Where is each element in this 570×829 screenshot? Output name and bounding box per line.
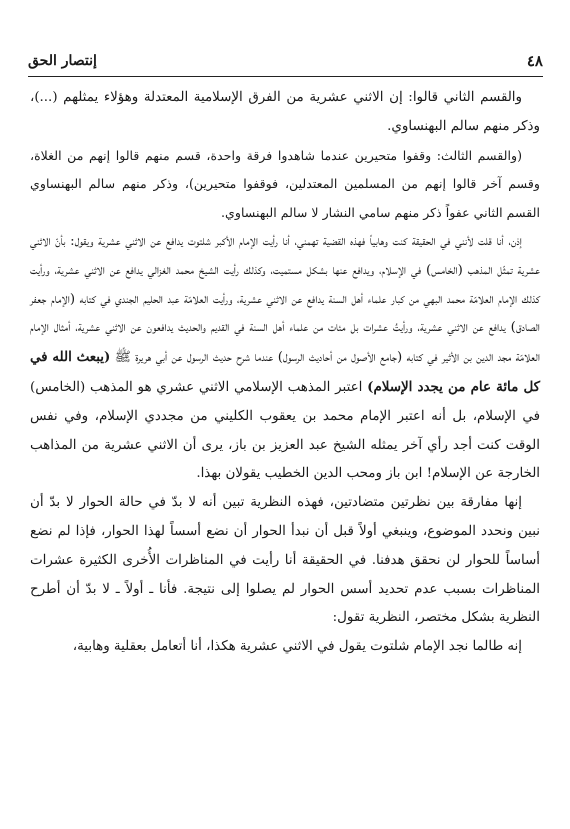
paragraph-3 (30, 228, 540, 489)
paragraph-5 (30, 633, 540, 662)
hadith-quote: (يبعث الله في كل مائة عام من يجدد الإسلام) (30, 349, 540, 395)
paragraph-text: إنها مفارقة بين نظرتين متضادتين، فهذه النظرية تبين أنه لا بدّ في حالة الحوار لا بدّ أن نبين ونحدد الموضوع، وينبغي أولاً قبل أن نبدأ الحوار أن نضع أسساً لهذا الحوار، فإذا لم نضع أساساً للحوار لن نحقق هدفنا. في الحقيقة أنا رأيت في المناظرات الأُخرى الكثيرة عشرات المناظرات بسبب عدم تحديد أسس الحوار لم يصلوا إلى نتيجة. فأنا ـ أولاً ـ لا بدّ أن أطرح النظرية بشكل مختصر، النظرية تقول: (30, 495, 540, 626)
paragraph-4 (30, 489, 540, 633)
header-rule (28, 76, 543, 77)
running-title: إنتصار الحق (28, 53, 97, 69)
page-body (30, 84, 540, 662)
page-header (28, 52, 543, 74)
paragraph-1 (30, 84, 540, 142)
paragraph-text: (والقسم الثالث: وقفوا متحيرين عندما شاهدوا فرقة واحدة، قسم منهم قالوا إنهم من الغلاة، وقسم آخر قالوا إنهم من المسلمين المعتدلين، فوقفوا متحيرين)، وذكر منهم سالم البهنساوي القسم الثاني عفواً ذكر منهم سامي النشار لا سالم البهنساوي. (30, 147, 540, 221)
paragraph-text: إذن، أنا قلت لأنني في الحقيقة كنت وهابياً فهذه القضية تهمني، أنا رأيت الإمام الأكبر شلتوت يدافع عن الاثني عشرية ويقول: بأنّ الاثني عشرية تمثّل المذهب (الخامس) في الإسلام، ويدافع عنها بشكل مستميت، وكذلك رأيت الشيخ محمد الغزالي يدافع عن الاثني عشرية، ورأيت كذلك الإمام العلامّة محمد البهي من كبار علماء أهل السنة يدافع عن الاثني عشرية، ورأيت العلامّة عبد الحليم الجندي في كتابه (الإمام جعفر الصادق) يدافع عن الاثني عشرية، ورأيتُ عشرات بل مئات من علماء أهل السنة في القديم والحديث يدافعون عن الاثني عشرية، أمثال الإمام العلامّة مجد الدين بن الأثير في كتابه (جامع الأصول من أحاديث الرسول) عندما شرح حديث الرسول عن أبي هريرة ﷺ (30, 233, 541, 366)
page-number: ٤٨ (526, 52, 543, 70)
paragraph-text: اعتبر المذهب الإسلامي الاثني عشري هو المذهب (الخامس) في الإسلام، بل أنه اعتبر الإمام محمد بن يعقوب الكليني من مجددي الإسلام، وفي نفس الوقت كنت أجد رأي آخر يمثله الشيخ عبد العزيز بن باز، يرى أن الاثني عشرية من المذاهب الخارجة عن الإسلام! ابن باز ومحب الدين الخطيب يقولان بهذا. (30, 379, 540, 482)
paragraph-2 (30, 142, 540, 228)
paragraph-text: إنه طالما نجد الإمام شلتوت يقول في الاثني عشرية هكذا، أنا أتعامل بعقلية وهابية، (72, 639, 522, 655)
paragraph-text: والقسم الثاني قالوا: إن الاثني عشرية من الفرق الإسلامية المعتدلة وهؤلاء يمثلهم (...)، وذكر منهم سالم البهنساوي. (30, 90, 540, 134)
